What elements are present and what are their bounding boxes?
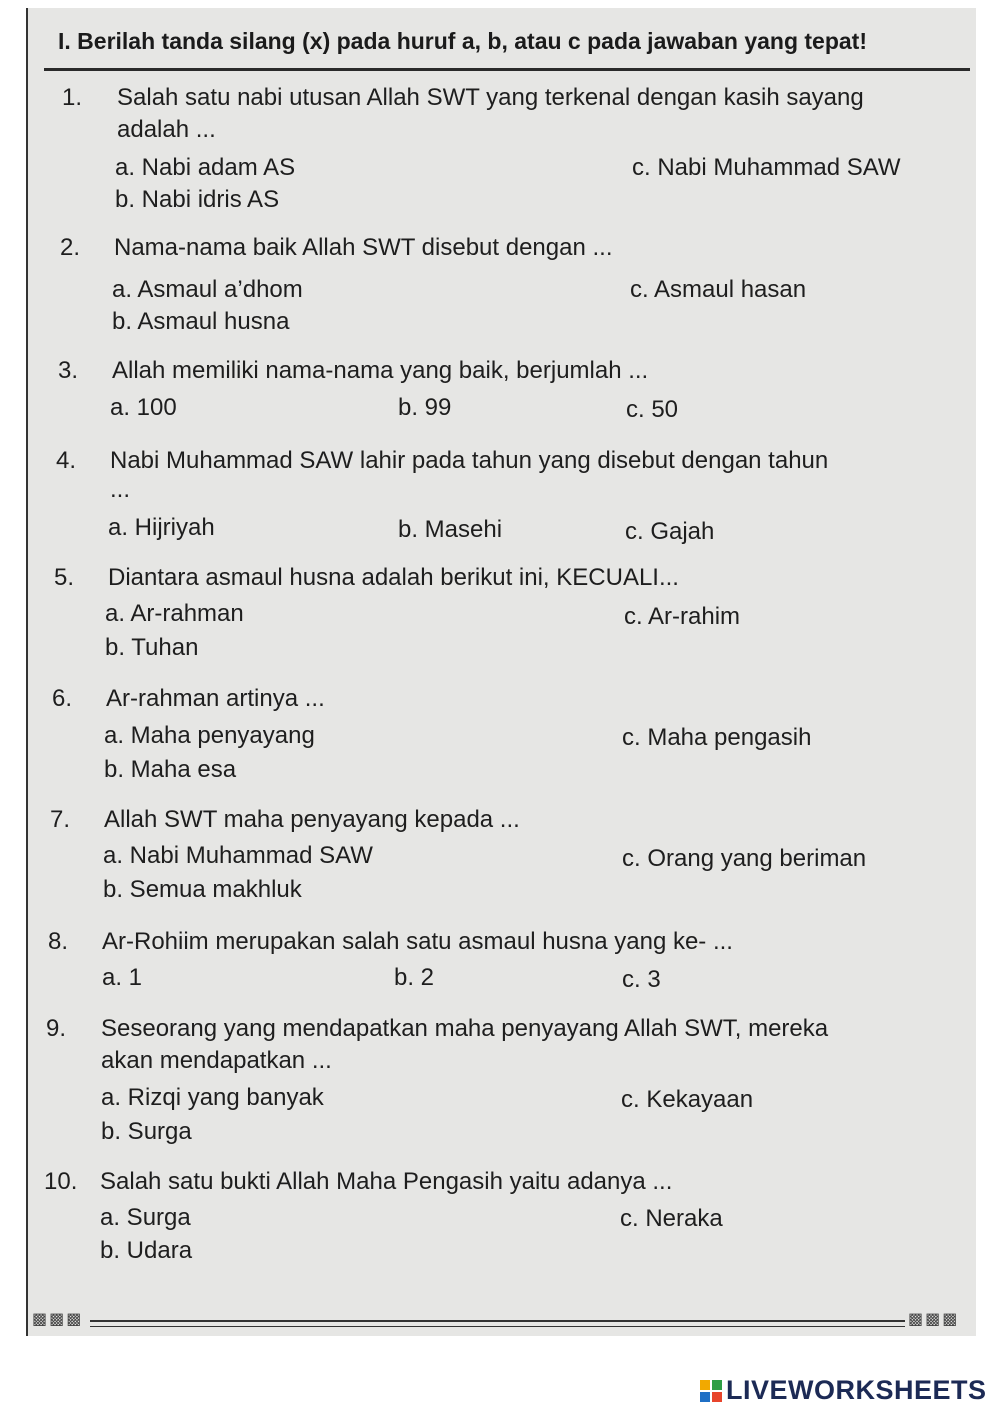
option-b[interactable]: b. Udara — [100, 1237, 193, 1264]
option-a[interactable]: a. Nabi Muhammad SAW — [103, 842, 373, 869]
option-b[interactable]: b. Nabi idris AS — [115, 186, 280, 213]
option-b[interactable]: b. Tuhan — [105, 634, 199, 661]
question-text-cont: adalah ... — [117, 116, 216, 143]
option-c[interactable]: c. Asmaul hasan — [630, 276, 807, 303]
footer-divider — [90, 1320, 905, 1327]
question-number: 8. — [48, 928, 69, 955]
question-text: Allah SWT maha penyayang kepada ... — [104, 806, 520, 833]
option-c[interactable]: c. Orang yang beriman — [622, 845, 867, 872]
option-a[interactable]: a. Rizqi yang banyak — [101, 1084, 324, 1111]
section-heading: I. Berilah tanda silang (x) pada huruf a, b, atau c pada jawaban yang tepat! — [58, 28, 867, 54]
question-text: Salah satu bukti Allah Maha Pengasih yaitu adanya ... — [100, 1168, 673, 1195]
question-text-cont: akan mendapatkan ... — [101, 1047, 332, 1074]
option-a[interactable]: a. 1 — [102, 964, 143, 991]
option-a[interactable]: a. Asmaul a’dhom — [112, 276, 303, 303]
option-c[interactable]: c. Kekayaan — [621, 1086, 754, 1113]
option-c[interactable]: c. Ar-rahim — [624, 603, 741, 630]
question-text: Nabi Muhammad SAW lahir pada tahun yang disebut dengan tahun — [110, 447, 829, 474]
question-text: Salah satu nabi utusan Allah SWT yang terkenal dengan kasih sayang — [117, 84, 864, 111]
question-number: 1. — [62, 84, 83, 111]
question-text: Nama-nama baik Allah SWT disebut dengan ... — [114, 234, 613, 261]
option-a[interactable]: a. Hijriyah — [108, 514, 215, 541]
liveworksheets-brand[interactable] — [700, 1375, 987, 1406]
question-text: Ar-rahman artinya ... — [106, 685, 325, 712]
liveworksheets-logo-icon — [700, 1380, 722, 1402]
question-number: 3. — [58, 357, 79, 384]
option-a[interactable]: a. Maha penyayang — [104, 722, 315, 749]
question-text-cont: ... — [110, 476, 131, 503]
logo-square-3 — [700, 1392, 710, 1402]
option-c[interactable]: c. Nabi Muhammad SAW — [632, 154, 901, 181]
option-b[interactable]: b. 99 — [398, 394, 452, 421]
question-number: 10. — [44, 1168, 78, 1195]
option-b[interactable]: b. 2 — [394, 964, 435, 991]
logo-square-1 — [700, 1380, 710, 1390]
question-number: 4. — [56, 447, 77, 474]
ornament-left-icon: ▩▩▩ — [32, 1311, 84, 1328]
option-b[interactable]: b. Surga — [101, 1118, 192, 1145]
question-text: Diantara asmaul husna adalah berikut ini, KECUALI... — [108, 564, 679, 591]
question-number: 9. — [46, 1015, 67, 1042]
question-number: 2. — [60, 234, 81, 261]
question-text: Allah memiliki nama-nama yang baik, berjumlah ... — [112, 357, 649, 384]
logo-square-2 — [712, 1380, 722, 1390]
option-c[interactable]: c. 50 — [626, 396, 679, 423]
option-a[interactable]: a. 100 — [110, 394, 177, 421]
option-b[interactable]: b. Semua makhluk — [103, 876, 302, 903]
ornament-right-icon: ▩▩▩ — [908, 1311, 960, 1328]
option-a[interactable]: a. Surga — [100, 1204, 191, 1231]
option-b[interactable]: b. Maha esa — [104, 756, 237, 783]
option-c[interactable]: c. 3 — [622, 966, 661, 993]
option-c[interactable]: c. Maha pengasih — [622, 724, 812, 751]
brand-name: LIVEWORKSHEETS — [726, 1375, 987, 1405]
question-number: 7. — [50, 806, 71, 833]
option-a[interactable]: a. Nabi adam AS — [115, 154, 296, 181]
option-c[interactable]: c. Gajah — [625, 518, 715, 545]
question-text: Seseorang yang mendapatkan maha penyayang Allah SWT, mereka — [101, 1015, 829, 1042]
question-text: Ar-Rohiim merupakan salah satu asmaul husna yang ke- ... — [102, 928, 733, 955]
question-number: 6. — [52, 685, 73, 712]
question-number: 5. — [54, 564, 75, 591]
option-b[interactable]: b. Asmaul husna — [112, 308, 290, 335]
logo-square-4 — [712, 1392, 722, 1402]
option-b[interactable]: b. Masehi — [398, 516, 503, 543]
option-a[interactable]: a. Ar-rahman — [105, 600, 244, 627]
heading-divider — [44, 68, 970, 71]
option-c[interactable]: c. Neraka — [620, 1205, 723, 1232]
